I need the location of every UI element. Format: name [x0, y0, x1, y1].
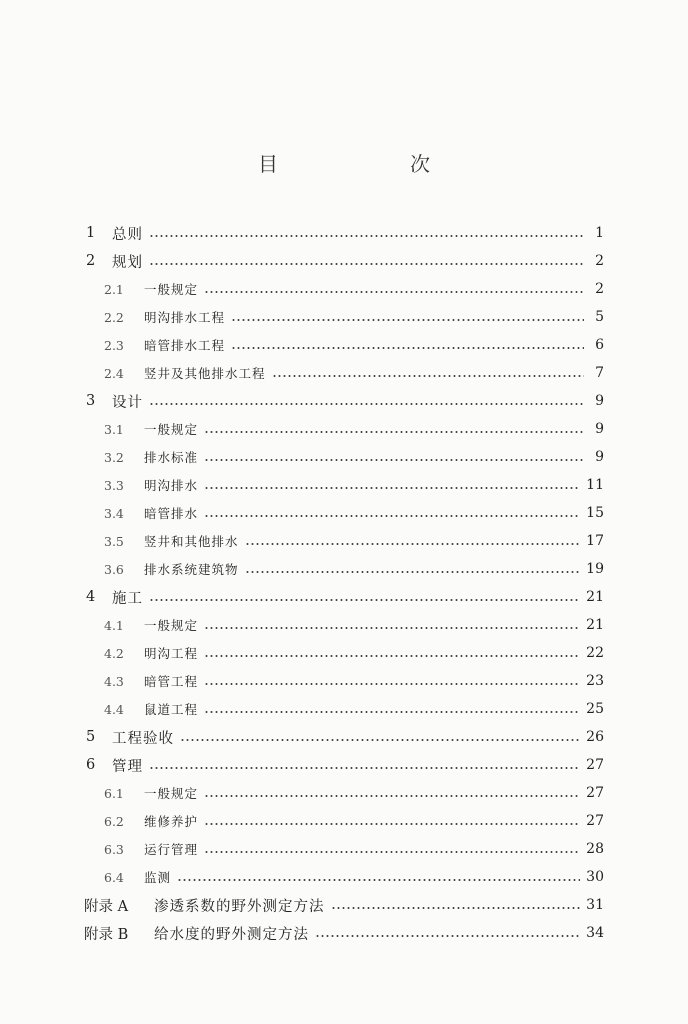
- entry-page: 23: [586, 673, 604, 689]
- dot-leader: [204, 291, 584, 293]
- entry-page: 21: [586, 589, 604, 605]
- dot-leader: [177, 879, 580, 881]
- toc-entry-4-4[interactable]: [104, 697, 604, 721]
- entry-title: 管理: [112, 758, 143, 775]
- entry-title: 维修养护: [144, 814, 199, 829]
- entry-page: 9: [595, 449, 604, 465]
- dot-leader: [204, 823, 580, 825]
- dot-leader: [231, 347, 584, 349]
- toc-entry-4-3[interactable]: [104, 669, 604, 693]
- dot-leader: [149, 767, 580, 769]
- entry-number: 4.2: [104, 645, 124, 661]
- dot-leader: [149, 403, 584, 405]
- entry-page: 30: [586, 869, 604, 885]
- entry-title: 一般规定: [144, 282, 199, 297]
- toc-entry-4-1[interactable]: [104, 613, 604, 637]
- entry-title: 排水标准: [144, 450, 199, 465]
- entry-title: 明沟工程: [144, 646, 199, 661]
- entry-number: 6.3: [104, 841, 124, 857]
- entry-number: 3.6: [104, 561, 124, 577]
- dot-leader: [245, 543, 581, 545]
- toc-entry-6-2[interactable]: [104, 809, 604, 833]
- entry-page: 1: [595, 225, 604, 241]
- dot-leader: [149, 235, 584, 237]
- entry-number: 4.1: [104, 617, 124, 633]
- entry-page: 5: [595, 309, 604, 325]
- toc-entry-2-3[interactable]: [104, 333, 604, 357]
- toc-entry-2-1[interactable]: [104, 277, 604, 301]
- entry-title: 工程验收: [112, 730, 174, 747]
- entry-title: 监测: [144, 870, 172, 885]
- entry-page: 27: [586, 813, 604, 829]
- entry-page: 26: [586, 729, 604, 745]
- entry-number: 3.1: [104, 421, 124, 437]
- entry-title: 竖井和其他排水: [144, 534, 239, 549]
- entry-page: 2: [595, 281, 604, 297]
- page-title: 目 次: [258, 152, 486, 176]
- dot-leader: [204, 459, 584, 461]
- entry-number: 附录 B: [84, 926, 129, 943]
- dot-leader: [204, 655, 580, 657]
- entry-title: 竖井及其他排水工程: [144, 366, 266, 381]
- dot-leader: [149, 599, 580, 601]
- entry-title: 一般规定: [144, 618, 199, 633]
- entry-number: 2.4: [104, 365, 124, 381]
- entry-page: 19: [586, 561, 604, 577]
- entry-number: 6: [86, 757, 96, 773]
- entry-number: 3.2: [104, 449, 124, 465]
- entry-number: 4.3: [104, 673, 124, 689]
- entry-number: 6.4: [104, 869, 124, 885]
- entry-number: 6.2: [104, 813, 124, 829]
- entry-number: 3.4: [104, 505, 124, 521]
- toc-entry-4-2[interactable]: [104, 641, 604, 665]
- entry-number: 4.4: [104, 701, 124, 717]
- entry-title: 暗管排水: [144, 506, 199, 521]
- entry-number: 2.1: [104, 281, 124, 297]
- dot-leader: [204, 487, 580, 489]
- entry-page: 9: [595, 421, 604, 437]
- dot-leader: [331, 907, 581, 909]
- toc-entry-3-3[interactable]: [104, 473, 604, 497]
- dot-leader: [272, 375, 584, 377]
- dot-leader: [245, 571, 581, 573]
- entry-title: 总则: [112, 226, 143, 243]
- entry-page: 9: [595, 393, 604, 409]
- entry-page: 2: [595, 253, 604, 269]
- entry-page: 28: [586, 841, 604, 857]
- toc-entry-3-2[interactable]: [104, 445, 604, 469]
- entry-number: 2.3: [104, 337, 124, 353]
- toc-entry-appendix-a[interactable]: [84, 893, 604, 917]
- entry-number: 2.2: [104, 309, 124, 325]
- entry-page: 17: [586, 533, 604, 549]
- entry-title: 暗管工程: [144, 674, 199, 689]
- dot-leader: [180, 739, 580, 741]
- entry-number: 3.3: [104, 477, 124, 493]
- entry-page: 25: [586, 701, 604, 717]
- entry-number: 5: [86, 729, 96, 745]
- entry-title: 一般规定: [144, 422, 199, 437]
- toc-entry-chapter-6[interactable]: [86, 753, 604, 777]
- entry-number: 4: [86, 589, 96, 605]
- entry-title: 一般规定: [144, 786, 199, 801]
- toc-entry-6-4[interactable]: [104, 865, 604, 889]
- dot-leader: [231, 319, 584, 321]
- entry-page: 22: [586, 645, 604, 661]
- entry-title: 设计: [112, 394, 143, 411]
- entry-number: 3.5: [104, 533, 124, 549]
- entry-page: 27: [586, 785, 604, 801]
- entry-page: 7: [595, 365, 604, 381]
- toc-entry-chapter-3[interactable]: [86, 389, 604, 413]
- entry-page: 11: [586, 477, 604, 493]
- entry-title: 运行管理: [144, 842, 199, 857]
- toc-entry-chapter-4[interactable]: [86, 585, 604, 609]
- dot-leader: [204, 711, 580, 713]
- dot-leader: [204, 515, 580, 517]
- toc-entry-6-3[interactable]: [104, 837, 604, 861]
- entry-page: 31: [586, 897, 604, 913]
- entry-page: 34: [586, 925, 604, 941]
- toc-entry-3-5[interactable]: [104, 529, 604, 553]
- dot-leader: [204, 795, 580, 797]
- entry-page: 15: [586, 505, 604, 521]
- entry-title: 规划: [112, 254, 143, 271]
- dot-leader: [204, 851, 580, 853]
- entry-number: 6.1: [104, 785, 124, 801]
- entry-page: 27: [586, 757, 604, 773]
- entry-title: 明沟排水工程: [144, 310, 226, 325]
- dot-leader: [315, 935, 580, 937]
- entry-number: 3: [86, 393, 96, 409]
- toc-entry-3-4[interactable]: [104, 501, 604, 525]
- entry-page: 21: [586, 617, 604, 633]
- entry-title: 施工: [112, 590, 143, 607]
- dot-leader: [149, 263, 584, 265]
- entry-page: 6: [595, 337, 604, 353]
- entry-title: 给水度的野外测定方法: [154, 926, 309, 943]
- entry-title: 明沟排水: [144, 478, 199, 493]
- toc-entry-2-2[interactable]: [104, 305, 604, 329]
- entry-title: 排水系统建筑物: [144, 562, 239, 577]
- toc-entry-appendix-b[interactable]: [84, 921, 604, 945]
- toc-entry-3-1[interactable]: [104, 417, 604, 441]
- toc-entry-3-6[interactable]: [104, 557, 604, 581]
- toc-entry-chapter-1[interactable]: [86, 221, 604, 245]
- entry-title: 鼠道工程: [144, 702, 199, 717]
- entry-number: 1: [86, 225, 96, 241]
- dot-leader: [204, 627, 580, 629]
- entry-number: 2: [86, 253, 96, 269]
- toc-entry-6-1[interactable]: [104, 781, 604, 805]
- entry-title: 渗透系数的野外测定方法: [154, 898, 325, 915]
- toc-entry-chapter-2[interactable]: [86, 249, 604, 273]
- toc-entry-chapter-5[interactable]: [86, 725, 604, 749]
- entry-number: 附录 A: [84, 898, 129, 915]
- dot-leader: [204, 431, 584, 433]
- dot-leader: [204, 683, 580, 685]
- entry-title: 暗管排水工程: [144, 338, 226, 353]
- toc-entry-2-4[interactable]: [104, 361, 604, 385]
